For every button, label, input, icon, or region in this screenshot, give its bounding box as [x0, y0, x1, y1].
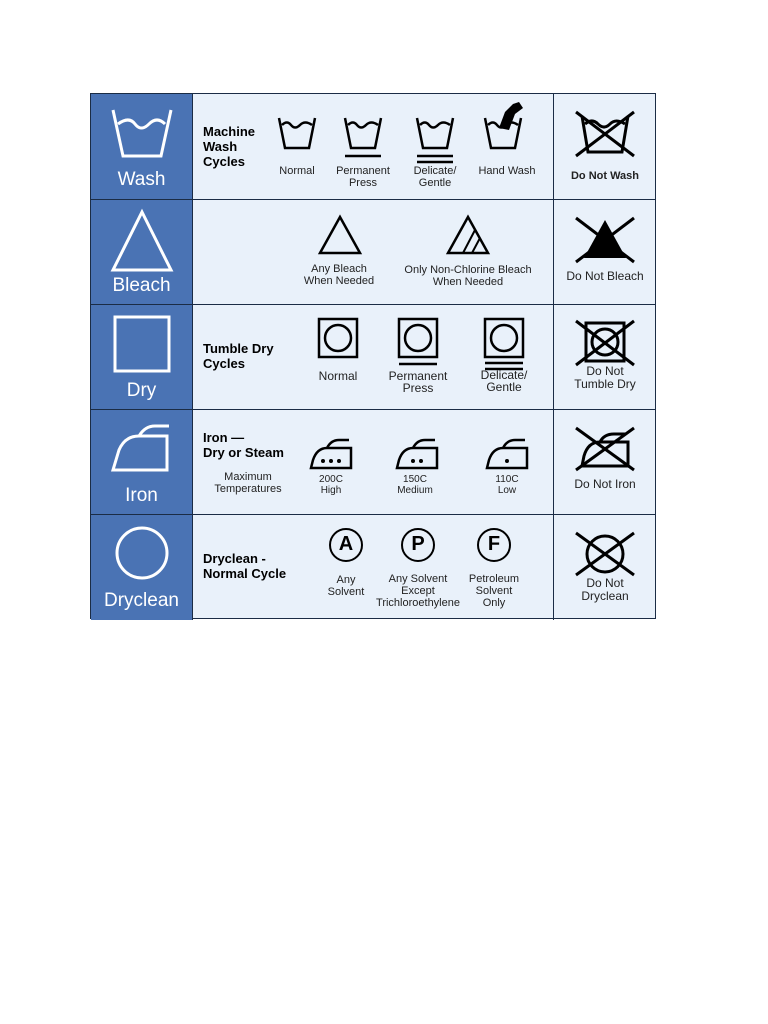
- do-not-dryclean-caption: Do Not Dryclean: [581, 576, 629, 603]
- wash-delicate-icon: [415, 114, 455, 166]
- tumble-dry-normal-caption: Normal: [318, 369, 358, 383]
- do-not-iron-caption: Do Not Iron: [574, 477, 636, 491]
- dryclean-category: [91, 515, 193, 620]
- iron-high-icon: [309, 436, 353, 470]
- dry-group-title: Tumble Dry Cycles: [203, 341, 274, 371]
- hand-wash-caption: Hand Wash: [478, 165, 536, 177]
- non-chlorine-bleach-caption: Only Non-Chlorine Bleach When Needed: [404, 264, 532, 288]
- solvent-a-icon: A: [329, 528, 363, 562]
- bleach-row: [91, 199, 655, 305]
- wash-tub-icon: [109, 102, 175, 164]
- do-not-iron-cell: [553, 410, 655, 515]
- non-chlorine-bleach-icon: [445, 214, 491, 256]
- any-bleach-caption: Any Bleach When Needed: [303, 263, 375, 287]
- wash-permanent-press-caption: Permanent Press: [336, 165, 390, 189]
- wash-category: [91, 94, 193, 199]
- dry-label: Dry: [126, 380, 157, 401]
- solvent-p-caption: Any Solvent Except Trichloroethylene: [376, 573, 460, 609]
- do-not-iron-icon: [572, 424, 638, 472]
- wash-label: Wash: [117, 169, 166, 190]
- iron-medium-icon: [395, 436, 439, 470]
- iron-row: [91, 409, 655, 515]
- dry-row: [91, 304, 655, 410]
- do-not-tumble-dry-caption: Do Not Tumble Dry: [574, 364, 636, 391]
- iron-label: Iron: [125, 485, 158, 506]
- tumble-dry-permanent-press-caption: Permanent Press: [388, 369, 448, 395]
- dry-square-icon: [109, 313, 175, 375]
- tumble-dry-permanent-press-icon: [397, 317, 439, 367]
- dryclean-row: [91, 514, 655, 620]
- iron-high-caption: 200C High: [319, 474, 343, 496]
- solvent-f-caption: Petroleum Solvent Only: [468, 573, 520, 609]
- do-not-tumble-dry-cell: [553, 305, 655, 410]
- tumble-dry-delicate-caption: Delicate/ Gentle: [480, 368, 528, 394]
- dryclean-label: Dryclean: [104, 590, 179, 611]
- iron-low-icon: [485, 436, 529, 470]
- do-not-dryclean-cell: [553, 515, 655, 620]
- do-not-dryclean-icon: [572, 529, 638, 579]
- do-not-bleach-cell: [553, 200, 655, 305]
- iron-max-temps-caption: Maximum Temperatures: [214, 471, 282, 495]
- solvent-a-caption: Any Solvent: [327, 574, 365, 598]
- bleach-triangle-icon: [109, 208, 175, 274]
- dryclean-circle-icon: [109, 523, 175, 585]
- iron-category: [91, 410, 193, 515]
- iron-group-title: Iron — Dry or Steam: [203, 430, 284, 460]
- iron-medium-caption: 150C Medium: [397, 474, 433, 496]
- do-not-wash-cell: [553, 94, 655, 199]
- wash-row: [91, 94, 655, 199]
- any-bleach-icon: [317, 214, 363, 256]
- wash-normal-caption: Normal: [279, 165, 315, 177]
- care-symbols-chart: [90, 93, 656, 619]
- hand-wash-icon: [483, 100, 527, 154]
- do-not-tumble-dry-icon: [572, 319, 638, 367]
- do-not-wash-icon: [572, 108, 638, 158]
- bleach-label: Bleach: [112, 275, 171, 296]
- iron-icon: [109, 418, 175, 480]
- wash-group-title: Machine Wash Cycles: [203, 124, 256, 169]
- do-not-bleach-icon: [572, 214, 638, 264]
- bleach-category: [91, 200, 193, 305]
- iron-low-caption: 110C Low: [495, 474, 519, 496]
- tumble-dry-delicate-icon: [483, 317, 525, 373]
- wash-permanent-press-icon: [343, 114, 383, 162]
- tumble-dry-normal-icon: [317, 317, 359, 359]
- do-not-wash-caption: Do Not Wash: [570, 170, 640, 182]
- do-not-bleach-caption: Do Not Bleach: [566, 269, 644, 283]
- dryclean-group-title: Dryclean - Normal Cycle: [203, 551, 287, 581]
- solvent-f-icon: F: [477, 528, 511, 562]
- dry-category: [91, 305, 193, 410]
- wash-delicate-caption: Delicate/ Gentle: [413, 165, 457, 189]
- solvent-p-icon: P: [401, 528, 435, 562]
- wash-normal-icon: [277, 114, 317, 152]
